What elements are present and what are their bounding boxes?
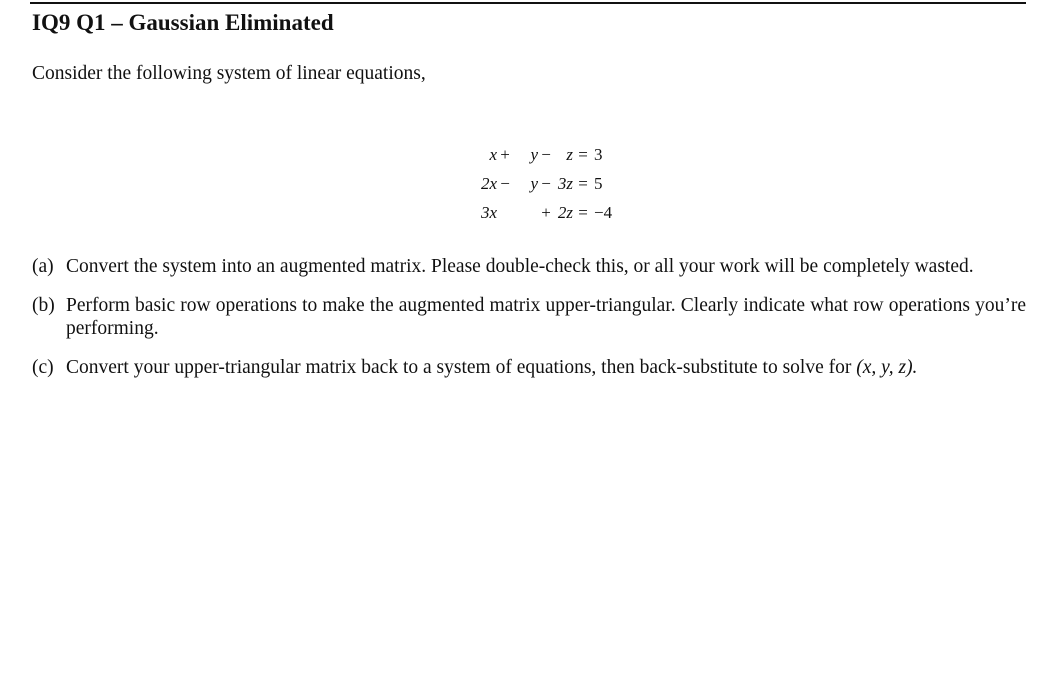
part-text: Perform basic row operations to make the augmented matrix upper-triangular. Clearly indicate what row operations you’re performing. — [66, 295, 1026, 339]
question-title: IQ9 Q1 – Gaussian Eliminated — [32, 10, 334, 35]
part-label: (c) — [32, 357, 54, 378]
part-label: (b) — [32, 295, 55, 316]
solution-tuple: (x, y, z). — [856, 357, 918, 378]
operator: + — [500, 145, 510, 164]
top-rule — [30, 2, 1026, 4]
equals-sign: = — [578, 203, 588, 222]
operator: + — [541, 203, 551, 222]
part-a — [32, 255, 1026, 278]
equals-sign: = — [578, 145, 588, 164]
question-parts — [32, 255, 1026, 395]
intro-text: Consider the following system of linear equations, — [32, 63, 426, 84]
part-b — [32, 294, 1026, 340]
operator: − — [541, 145, 551, 164]
part-label: (a) — [32, 256, 54, 277]
equation-system — [430, 140, 630, 227]
equation-row-1 — [430, 140, 630, 169]
rhs-value: −4 — [594, 203, 613, 222]
term-z: 2z — [557, 203, 573, 222]
equals-sign: = — [578, 174, 588, 193]
term-y: y — [530, 174, 538, 193]
rhs-value: 3 — [594, 145, 603, 164]
term-x: 3x — [480, 203, 497, 222]
term-y: y — [530, 145, 538, 164]
term-z: z — [566, 145, 573, 164]
term-x: 2x — [480, 174, 497, 193]
part-text: Convert the system into an augmented matrix. Please double-check this, or all your work will be completely wasted. — [66, 256, 974, 277]
part-c — [32, 356, 1026, 379]
equation-row-3 — [430, 198, 630, 227]
term-x: x — [489, 145, 497, 164]
operator: − — [541, 174, 551, 193]
term-z: 3z — [557, 174, 573, 193]
rhs-value: 5 — [594, 174, 603, 193]
part-text: Convert your upper-triangular matrix back to a system of equations, then back-substitute to solve for — [66, 357, 852, 378]
operator: − — [500, 174, 510, 193]
equation-row-2 — [430, 169, 630, 198]
